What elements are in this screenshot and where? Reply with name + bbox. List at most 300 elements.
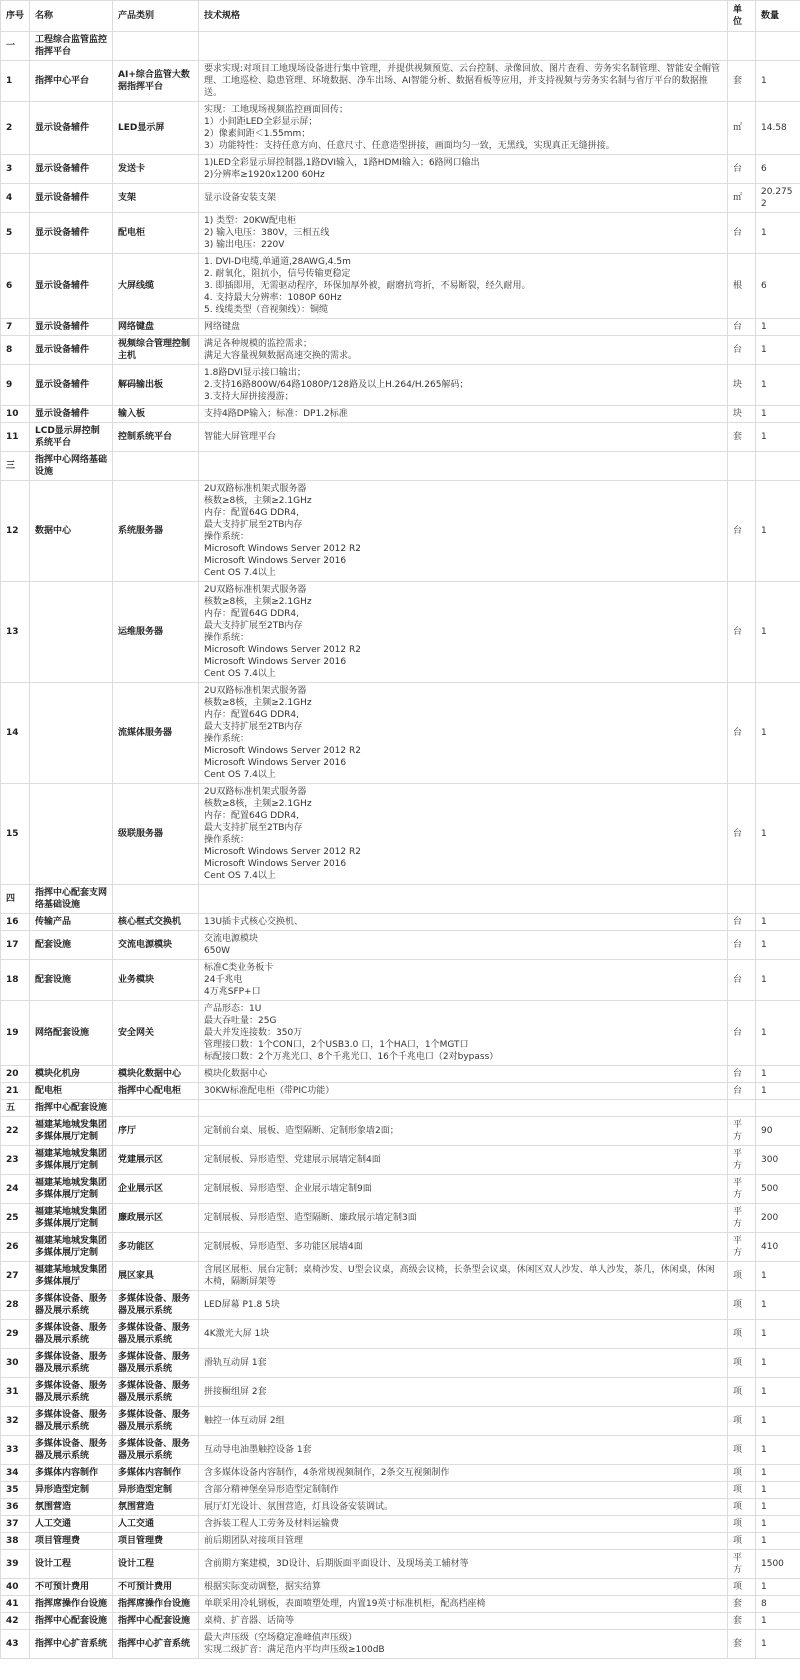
row-quantity: 1 xyxy=(756,1001,800,1066)
row-spec: 前后期团队对接项目管理 xyxy=(199,1533,728,1550)
row-name: 显示设备辅件 xyxy=(30,213,113,254)
row-number: 四 xyxy=(1,885,30,914)
row-category: 视频综合管理控制主机 xyxy=(113,336,199,365)
row-number: 40 xyxy=(1,1579,30,1596)
row-unit: 台 xyxy=(728,582,756,683)
row-unit: 套 xyxy=(728,1630,756,1659)
row-quantity: 200 xyxy=(756,1204,800,1233)
table-row xyxy=(1,1349,800,1378)
row-quantity: 1 xyxy=(756,406,800,423)
row-unit: 平方 xyxy=(728,1146,756,1175)
row-category: 网络键盘 xyxy=(113,319,199,336)
table-row xyxy=(1,423,800,452)
row-spec: 单联采用冷轧钢板，表面喷塑处理，内置19英寸标准机柜，配高档座椅 xyxy=(199,1596,728,1613)
row-name: 多媒体内容制作 xyxy=(30,1465,113,1482)
table-row xyxy=(1,1436,800,1465)
row-category: 企业展示区 xyxy=(113,1175,199,1204)
row-number: 24 xyxy=(1,1175,30,1204)
row-name: 指挥中心扩音系统 xyxy=(30,1630,113,1659)
row-quantity xyxy=(756,885,800,914)
row-category: 多功能区 xyxy=(113,1233,199,1262)
row-number: 28 xyxy=(1,1291,30,1320)
row-name: 多媒体设备、服务器及展示系统 xyxy=(30,1378,113,1407)
row-name: 配套设施 xyxy=(30,931,113,960)
row-unit xyxy=(728,32,756,61)
row-name: 网络配套设施 xyxy=(30,1001,113,1066)
table-row xyxy=(1,1630,800,1659)
row-quantity: 1 xyxy=(756,1436,800,1465)
row-spec: 智能大屏管理平台 xyxy=(199,423,728,452)
table-row xyxy=(1,1001,800,1066)
row-unit: 项 xyxy=(728,1378,756,1407)
row-quantity xyxy=(756,452,800,481)
row-category: 廉政展示区 xyxy=(113,1204,199,1233)
row-unit: 套 xyxy=(728,1596,756,1613)
row-quantity: 1 xyxy=(756,1533,800,1550)
row-category: 系统服务器 xyxy=(113,481,199,582)
row-name: 福建某地城发集团多媒体展厅定制 xyxy=(30,1175,113,1204)
row-quantity: 1 xyxy=(756,213,800,254)
row-quantity xyxy=(756,1100,800,1117)
row-spec: 1) 类型：20KW配电柜 2) 输入电压：380V，三相五线 3) 输出电压：220V xyxy=(199,213,728,254)
row-number: 36 xyxy=(1,1499,30,1516)
row-name: 设计工程 xyxy=(30,1550,113,1579)
row-name: 项目管理费 xyxy=(30,1533,113,1550)
row-category: 发送卡 xyxy=(113,155,199,184)
table-row xyxy=(1,184,800,213)
row-unit: 项 xyxy=(728,1320,756,1349)
row-number: 21 xyxy=(1,1083,30,1100)
row-number: 10 xyxy=(1,406,30,423)
row-spec: 显示设备安装支架 xyxy=(199,184,728,213)
row-name: 显示设备辅件 xyxy=(30,365,113,406)
row-category: 控制系统平台 xyxy=(113,423,199,452)
row-number: 37 xyxy=(1,1516,30,1533)
row-quantity: 300 xyxy=(756,1146,800,1175)
table-row xyxy=(1,102,800,155)
table-row xyxy=(1,1117,800,1146)
row-category: 模块化数据中心 xyxy=(113,1066,199,1083)
row-name: 配套设施 xyxy=(30,960,113,1001)
row-spec: 定制展板、异形造型、企业展示墙定制9面 xyxy=(199,1175,728,1204)
row-number: 1 xyxy=(1,61,30,102)
row-number: 11 xyxy=(1,423,30,452)
row-name: 显示设备辅件 xyxy=(30,319,113,336)
row-spec: 含多媒体设备内容制作，4条常规视频制作，2条交互视频制作 xyxy=(199,1465,728,1482)
row-number: 9 xyxy=(1,365,30,406)
row-unit: 块 xyxy=(728,365,756,406)
row-unit: 项 xyxy=(728,1349,756,1378)
row-category: 多媒体设备、服务器及展示系统 xyxy=(113,1291,199,1320)
row-unit: 项 xyxy=(728,1291,756,1320)
table-row xyxy=(1,1499,800,1516)
row-unit: 项 xyxy=(728,1465,756,1482)
header-qty: 数量 xyxy=(756,1,800,32)
row-spec: 13U插卡式核心交换机、 xyxy=(199,914,728,931)
row-spec: 桌椅、扩音器、话筒等 xyxy=(199,1613,728,1630)
row-quantity: 1 xyxy=(756,683,800,784)
row-unit: 项 xyxy=(728,1499,756,1516)
row-unit: ㎡ xyxy=(728,102,756,155)
row-category: 多媒体设备、服务器及展示系统 xyxy=(113,1436,199,1465)
row-number: 41 xyxy=(1,1596,30,1613)
row-quantity: 1 xyxy=(756,1349,800,1378)
row-category: 支架 xyxy=(113,184,199,213)
row-spec: 含部分精神堡垒异形造型定制制作 xyxy=(199,1482,728,1499)
table-row xyxy=(1,1175,800,1204)
row-unit: 台 xyxy=(728,481,756,582)
row-spec: 30KW标准配电柜（带PIC功能） xyxy=(199,1083,728,1100)
row-quantity: 6 xyxy=(756,155,800,184)
table-row xyxy=(1,1262,800,1291)
row-name: 异形造型定制 xyxy=(30,1482,113,1499)
row-number: 35 xyxy=(1,1482,30,1499)
row-unit: 套 xyxy=(728,1613,756,1630)
row-quantity: 6 xyxy=(756,254,800,319)
row-quantity: 1 xyxy=(756,1579,800,1596)
row-quantity: 410 xyxy=(756,1233,800,1262)
header-category: 产品类别 xyxy=(113,1,199,32)
table-row xyxy=(1,1291,800,1320)
table-row xyxy=(1,254,800,319)
table-row xyxy=(1,481,800,582)
row-category: 指挥席操作台设施 xyxy=(113,1596,199,1613)
row-spec: 满足各种规模的监控需求； 满足大容量视频数据高速交换的需求。 xyxy=(199,336,728,365)
row-unit xyxy=(728,1100,756,1117)
row-name: 多媒体设备、服务器及展示系统 xyxy=(30,1436,113,1465)
row-quantity: 1 xyxy=(756,784,800,885)
row-number: 23 xyxy=(1,1146,30,1175)
row-spec: 2U双路标准机架式服务器 核数≥8核，主频≥2.1GHz 内存：配置64G DDR4, 最大支持扩展至2TB内存 操作系统： Microsoft Windows Server 2012 R2 Microsoft Windows Server 2016 Cent OS 7.4以上 xyxy=(199,582,728,683)
row-unit: 平方 xyxy=(728,1550,756,1579)
row-unit: 台 xyxy=(728,784,756,885)
table-header-row xyxy=(1,1,800,32)
table-row xyxy=(1,155,800,184)
row-quantity: 1 xyxy=(756,931,800,960)
row-category: 人工交通 xyxy=(113,1516,199,1533)
row-quantity: 1 xyxy=(756,914,800,931)
row-unit: 台 xyxy=(728,213,756,254)
row-category: 级联服务器 xyxy=(113,784,199,885)
row-number: 三 xyxy=(1,452,30,481)
row-quantity: 500 xyxy=(756,1175,800,1204)
row-quantity: 1 xyxy=(756,1613,800,1630)
row-quantity: 1 xyxy=(756,1320,800,1349)
row-category: 指挥中心扩音系统 xyxy=(113,1630,199,1659)
table-row xyxy=(1,960,800,1001)
row-unit: 台 xyxy=(728,1083,756,1100)
row-name: 指挥中心配套支网络基础设施 xyxy=(30,885,113,914)
row-name: 指挥中心平台 xyxy=(30,61,113,102)
row-name: 显示设备辅件 xyxy=(30,336,113,365)
row-category: 指挥中心配套设施 xyxy=(113,1613,199,1630)
row-quantity: 1 xyxy=(756,481,800,582)
row-name xyxy=(30,784,113,885)
row-number: 18 xyxy=(1,960,30,1001)
table-row xyxy=(1,1233,800,1262)
row-unit: 台 xyxy=(728,1066,756,1083)
table-row xyxy=(1,1378,800,1407)
row-spec: 标准C类业务板卡 24千兆电 4万兆SFP+口 xyxy=(199,960,728,1001)
row-category: 多媒体设备、服务器及展示系统 xyxy=(113,1349,199,1378)
table-row xyxy=(1,931,800,960)
row-name: 多媒体设备、服务器及展示系统 xyxy=(30,1291,113,1320)
header-no: 序号 xyxy=(1,1,30,32)
row-name: 氛围营造 xyxy=(30,1499,113,1516)
row-number: 13 xyxy=(1,582,30,683)
row-spec: 含展区展柜、展台定制；桌椅沙发、U型会议桌，高级会议椅，长条型会议桌，休闲区双人沙发、单人沙发，茶几，休闲桌，休闲木椅，隔断屏架等 xyxy=(199,1262,728,1291)
row-number: 25 xyxy=(1,1204,30,1233)
row-spec: 根据实际变动调整，据实结算 xyxy=(199,1579,728,1596)
row-category: 不可预计费用 xyxy=(113,1579,199,1596)
row-unit: 台 xyxy=(728,1001,756,1066)
row-category xyxy=(113,885,199,914)
row-name: 工程综合监管监控指挥平台 xyxy=(30,32,113,61)
table-row xyxy=(1,1083,800,1100)
row-unit: 台 xyxy=(728,914,756,931)
row-spec: 定制前台桌、展板、造型隔断、定制形象墙2面； xyxy=(199,1117,728,1146)
row-spec: 定制展板、异形造型、多功能区展墙4面 xyxy=(199,1233,728,1262)
row-category: 大屏线缆 xyxy=(113,254,199,319)
row-spec: 模块化数据中心 xyxy=(199,1066,728,1083)
row-category xyxy=(113,452,199,481)
row-spec: 交流电源模块 650W xyxy=(199,931,728,960)
row-category: 业务模块 xyxy=(113,960,199,1001)
row-spec: 拼接橱组屏 2套 xyxy=(199,1378,728,1407)
row-quantity: 1 xyxy=(756,1482,800,1499)
row-unit: 平方 xyxy=(728,1117,756,1146)
row-spec: 4K激光大屏 1块 xyxy=(199,1320,728,1349)
section-row xyxy=(1,1100,800,1117)
row-unit: ㎡ xyxy=(728,184,756,213)
table-row xyxy=(1,1482,800,1499)
table-row xyxy=(1,1066,800,1083)
row-number: 17 xyxy=(1,931,30,960)
row-unit: 平方 xyxy=(728,1175,756,1204)
row-name: 指挥中心配套设施 xyxy=(30,1100,113,1117)
row-name: 配电柜 xyxy=(30,1083,113,1100)
row-unit: 套 xyxy=(728,61,756,102)
table-row xyxy=(1,1320,800,1349)
row-spec: 网络键盘 xyxy=(199,319,728,336)
table-row xyxy=(1,319,800,336)
row-category: 氛围营造 xyxy=(113,1499,199,1516)
row-quantity: 1 xyxy=(756,1066,800,1083)
row-spec xyxy=(199,452,728,481)
row-unit: 项 xyxy=(728,1436,756,1465)
row-number: 27 xyxy=(1,1262,30,1291)
row-unit: 项 xyxy=(728,1516,756,1533)
row-number: 26 xyxy=(1,1233,30,1262)
row-spec: 1. DVI-D电缆,单通道,28AWG,4.5m 2. 耐氧化，阻抗小，信号传输更稳定 3. 即插即用，无需驱动程序，环保加厚外被，耐磨抗弯折，不易断裂，经久耐用。 4. 支持最大分辨率：1080P 60Hz 5. 线缆类型（音视频线）：铜缆 xyxy=(199,254,728,319)
row-spec: 定制展板、异形造型、造型隔断、廉政展示墙定制3面 xyxy=(199,1204,728,1233)
row-number: 4 xyxy=(1,184,30,213)
row-number: 五 xyxy=(1,1100,30,1117)
row-number: 34 xyxy=(1,1465,30,1482)
row-unit: 台 xyxy=(728,960,756,1001)
row-name: 显示设备辅件 xyxy=(30,102,113,155)
table-row xyxy=(1,1596,800,1613)
row-name: 福建某地城发集团多媒体展厅 xyxy=(30,1262,113,1291)
row-quantity: 1 xyxy=(756,423,800,452)
row-name: 多媒体设备、服务器及展示系统 xyxy=(30,1407,113,1436)
row-category: 解码输出板 xyxy=(113,365,199,406)
row-unit: 项 xyxy=(728,1579,756,1596)
row-unit xyxy=(728,452,756,481)
row-category: 多媒体设备、服务器及展示系统 xyxy=(113,1378,199,1407)
row-category: 项目管理费 xyxy=(113,1533,199,1550)
row-number: 33 xyxy=(1,1436,30,1465)
row-quantity: 1 xyxy=(756,1465,800,1482)
table-row xyxy=(1,336,800,365)
row-quantity: 1 xyxy=(756,582,800,683)
table-row xyxy=(1,582,800,683)
row-name: 多媒体设备、服务器及展示系统 xyxy=(30,1320,113,1349)
row-name: 多媒体设备、服务器及展示系统 xyxy=(30,1349,113,1378)
row-category: 核心框式交换机 xyxy=(113,914,199,931)
row-spec xyxy=(199,32,728,61)
row-quantity: 1 xyxy=(756,1083,800,1100)
row-spec: 含拆装工程人工劳务及材料运输费 xyxy=(199,1516,728,1533)
row-spec: 2U双路标准机架式服务器 核数≥8核，主频≥2.1GHz 内存：配置64G DDR4, 最大支持扩展至2TB内存 操作系统： Microsoft Windows Server 2012 R2 Microsoft Windows Server 2016 Cent OS 7.4以上 xyxy=(199,683,728,784)
row-number: 43 xyxy=(1,1630,30,1659)
row-number: 31 xyxy=(1,1378,30,1407)
row-category xyxy=(113,1100,199,1117)
table-row xyxy=(1,1204,800,1233)
section-row xyxy=(1,32,800,61)
row-number: 22 xyxy=(1,1117,30,1146)
table-row xyxy=(1,683,800,784)
row-number: 39 xyxy=(1,1550,30,1579)
row-spec: 含前期方案建模，3D设计、后期版面平面设计、及现场美工辅材等 xyxy=(199,1550,728,1579)
header-spec: 技术规格 xyxy=(199,1,728,32)
row-quantity: 14.58 xyxy=(756,102,800,155)
row-number: 32 xyxy=(1,1407,30,1436)
row-unit: 台 xyxy=(728,683,756,784)
table-row xyxy=(1,365,800,406)
row-quantity: 1 xyxy=(756,1499,800,1516)
row-category: 多媒体设备、服务器及展示系统 xyxy=(113,1407,199,1436)
row-category: 多媒体设备、服务器及展示系统 xyxy=(113,1320,199,1349)
row-quantity xyxy=(756,32,800,61)
row-number: 42 xyxy=(1,1613,30,1630)
row-quantity: 1 xyxy=(756,1378,800,1407)
row-spec: 支持4路DP输入；标准：DP1.2标准 xyxy=(199,406,728,423)
row-name xyxy=(30,582,113,683)
row-category: 流媒体服务器 xyxy=(113,683,199,784)
row-number: 16 xyxy=(1,914,30,931)
row-name: 不可预计费用 xyxy=(30,1579,113,1596)
row-name: 指挥席操作台设施 xyxy=(30,1596,113,1613)
row-spec: 最大声压级（空场稳定准峰值声压级） 实现二级扩音：满足范内平均声压级≥100dB xyxy=(199,1630,728,1659)
row-number: 8 xyxy=(1,336,30,365)
row-quantity: 8 xyxy=(756,1596,800,1613)
row-name: 模块化机房 xyxy=(30,1066,113,1083)
row-spec: 实现：工地现场视频监控画面回传； 1）小间距LED全彩显示屏； 2）像素间距＜1.55mm； 3）功能特性：支持任意方向、任意尺寸、任意造型拼接，画面均匀一致，无黑线，实现真正无缝拼接。 xyxy=(199,102,728,155)
row-name: 人工交通 xyxy=(30,1516,113,1533)
row-number: 3 xyxy=(1,155,30,184)
table-row xyxy=(1,1550,800,1579)
row-spec: 2U双路标准机架式服务器 核数≥8核，主频≥2.1GHz 内存：配置64G DDR4, 最大支持扩展至2TB内存 操作系统： Microsoft Windows Server 2012 R2 Microsoft Windows Server 2016 Cent OS 7.4以上 xyxy=(199,481,728,582)
row-name: 显示设备辅件 xyxy=(30,184,113,213)
row-name: 显示设备辅件 xyxy=(30,155,113,184)
row-unit: 台 xyxy=(728,319,756,336)
row-name: LCD显示屏控制系统平台 xyxy=(30,423,113,452)
row-quantity: 1 xyxy=(756,1291,800,1320)
row-category xyxy=(113,32,199,61)
row-category: 运维服务器 xyxy=(113,582,199,683)
section-row xyxy=(1,885,800,914)
row-quantity: 1 xyxy=(756,1262,800,1291)
row-spec: 触控一体互动屏 2组 xyxy=(199,1407,728,1436)
table-row xyxy=(1,1613,800,1630)
row-number: 14 xyxy=(1,683,30,784)
row-category: 异形造型定制 xyxy=(113,1482,199,1499)
table-row xyxy=(1,1533,800,1550)
row-unit: 台 xyxy=(728,336,756,365)
row-number: 29 xyxy=(1,1320,30,1349)
row-category: 展区家具 xyxy=(113,1262,199,1291)
row-quantity: 1 xyxy=(756,960,800,1001)
row-category: 设计工程 xyxy=(113,1550,199,1579)
row-category: 交流电源模块 xyxy=(113,931,199,960)
row-quantity: 1 xyxy=(756,1407,800,1436)
row-quantity: 1 xyxy=(756,365,800,406)
table-row xyxy=(1,1516,800,1533)
row-spec: 1)LED全彩显示屏控制器,1路DVI输入，1路HDMI输入；6路网口输出 2)分辨率≥1920x1200 60Hz xyxy=(199,155,728,184)
table-row xyxy=(1,1465,800,1482)
row-spec: 1.8路DVI显示接口输出； 2.支持16路800W/64路1080P/128路及以上H.264/H.265解码； 3.支持大屏拼接漫游； xyxy=(199,365,728,406)
row-spec: LED屏幕 P1.8 5块 xyxy=(199,1291,728,1320)
row-number: 15 xyxy=(1,784,30,885)
row-name: 指挥中心网络基础设施 xyxy=(30,452,113,481)
row-category: 指挥中心配电柜 xyxy=(113,1083,199,1100)
row-quantity: 90 xyxy=(756,1117,800,1146)
row-quantity: 1 xyxy=(756,61,800,102)
row-number: 6 xyxy=(1,254,30,319)
row-unit: 项 xyxy=(728,1533,756,1550)
row-number: 38 xyxy=(1,1533,30,1550)
row-number: 12 xyxy=(1,481,30,582)
row-unit: 台 xyxy=(728,931,756,960)
row-unit: 根 xyxy=(728,254,756,319)
row-name: 指挥中心配套设施 xyxy=(30,1613,113,1630)
row-spec: 展厅灯光设计、氛围营造，灯具设备安装调试。 xyxy=(199,1499,728,1516)
row-name: 显示设备辅件 xyxy=(30,406,113,423)
row-quantity: 1 xyxy=(756,1516,800,1533)
row-category: 输入板 xyxy=(113,406,199,423)
row-number: 2 xyxy=(1,102,30,155)
row-unit: 项 xyxy=(728,1407,756,1436)
row-spec xyxy=(199,885,728,914)
table-row xyxy=(1,1146,800,1175)
table-row xyxy=(1,784,800,885)
table-body xyxy=(1,32,800,1659)
row-quantity: 1 xyxy=(756,336,800,365)
row-unit: 项 xyxy=(728,1482,756,1499)
table-row xyxy=(1,213,800,254)
row-number: 5 xyxy=(1,213,30,254)
header-name: 名称 xyxy=(30,1,113,32)
row-spec: 产品形态：1U 最大吞吐量：25G 最大并发连接数：350万 管理接口数：1个CON口，2个USB3.0 口，1个HA口，1个MGT口 标配接口数：2个万兆光口、8个千兆光口、16个千兆电口（2对bypass） xyxy=(199,1001,728,1066)
row-spec xyxy=(199,1100,728,1117)
row-spec: 滑轨互动屏 1套 xyxy=(199,1349,728,1378)
row-category: 党建展示区 xyxy=(113,1146,199,1175)
row-number: 20 xyxy=(1,1066,30,1083)
table-row xyxy=(1,1579,800,1596)
row-category: 配电柜 xyxy=(113,213,199,254)
row-spec: 定制展板、异形造型、党建展示展墙定制4面 xyxy=(199,1146,728,1175)
